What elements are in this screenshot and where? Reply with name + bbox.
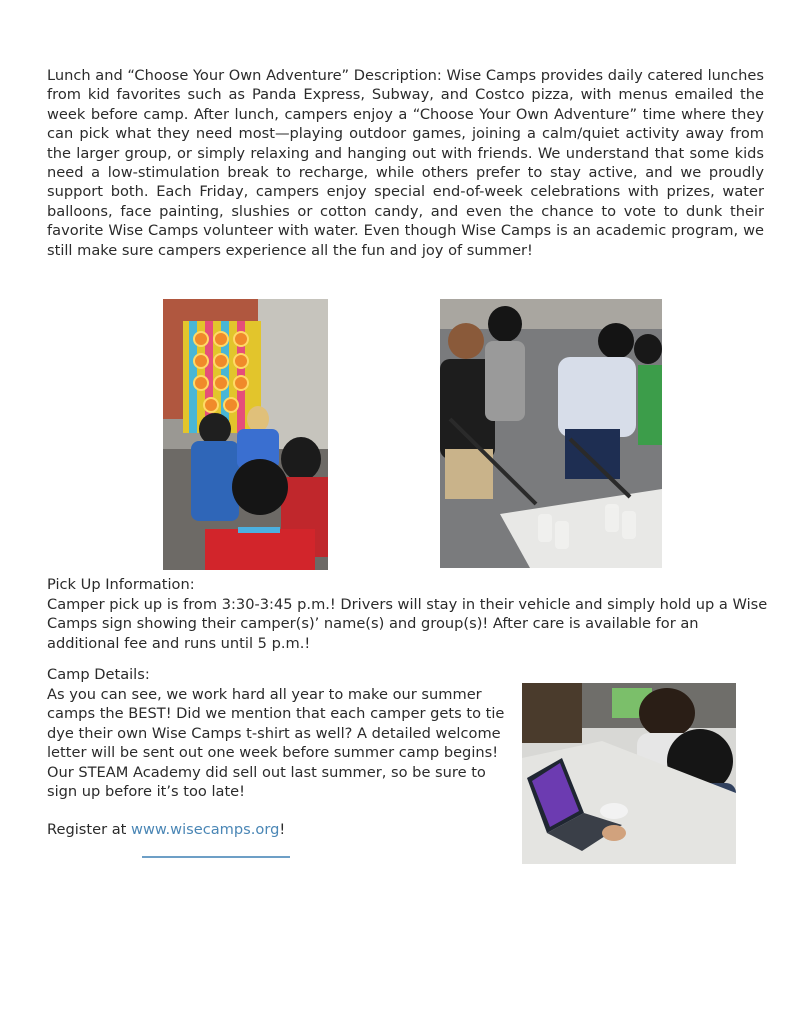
register-line	[47, 820, 347, 839]
wisecamps-link[interactable]: www.wisecamps.org	[131, 821, 280, 838]
register-prefix: Register at	[47, 821, 132, 838]
outdoor-game-photo	[163, 299, 328, 570]
register-suffix: !	[279, 821, 286, 838]
camp-details-text: As you can see, we work hard all year to make our summer camps the BEST! Did we mention that each camper gets to tie dye their own Wise Camps t-shirt as well? A detailed welcome letter will be sent out one week before summer camp begins! Our STEAM Academy did sell out last summer, so be sure to sign up before it’s too late!	[47, 686, 505, 801]
lunch-adventure-description: Lunch and “Choose Your Own Adventure” Description: Wise Camps provides daily catered lunches from kid favorites such as Panda Express, Subway, and Costco pizza, with menus emailed the week before camp. After lunch, campers enjoy a “Choose Your Own Adventure” time where they can pick what they need most—playing outdoor games, joining a calm/quiet activity away from the larger group, or simply relaxing and hanging out with friends. We understand that some kids need a low-stimulation break to recharge, while others prefer to stay active, and we proudly support both. Each Friday, campers enjoy special end-of-week celebrations with prizes, water balloons, face painting, slushies or cotton candy, and even the chance to vote to dunk their favorite Wise Camps volunteer with water. Even though Wise Camps is an academic program, we still make sure campers experience all the fun and joy of summer!	[47, 67, 764, 259]
camp-details-heading: Camp Details:	[47, 666, 150, 683]
grabber-activity-photo	[440, 299, 662, 568]
pickup-text: Camper pick up is from 3:30-3:45 p.m.! Drivers will stay in their vehicle and simply hold up a Wise Camps sign showing their camper(s)’ name(s) and group(s)! After care is available for an additional fee and runs until 5 p.m.!	[47, 596, 768, 652]
laptop-coding-photo	[522, 683, 736, 864]
decorative-divider	[142, 856, 290, 858]
pickup-heading: Pick Up Information:	[47, 576, 195, 593]
